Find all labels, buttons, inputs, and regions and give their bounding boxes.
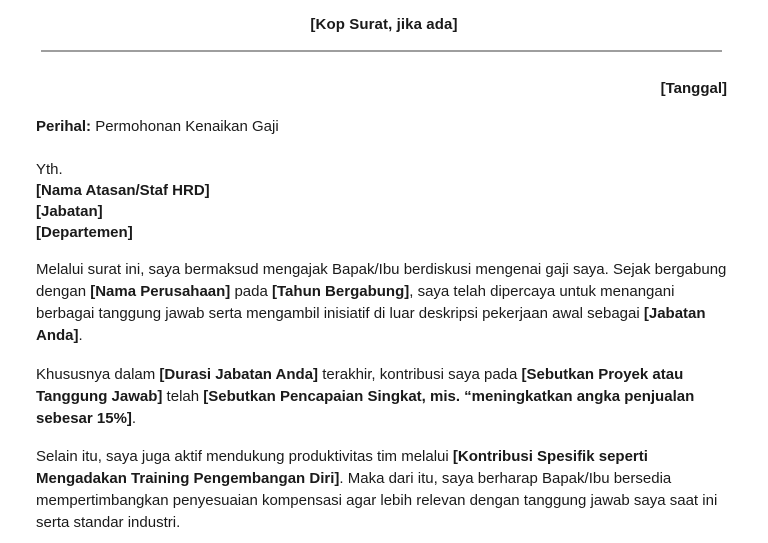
placeholder-specific-contribution: [Kontribusi Spesifik seperti Mengadakan Training Pengembangan Diri]	[36, 448, 648, 487]
text: pada	[230, 283, 273, 300]
text: .	[131, 410, 137, 427]
recipient-name: [Nama Atasan/Staf HRD]	[36, 182, 210, 199]
subject-value: Permohonan Kenaikan Gaji	[91, 118, 279, 135]
text: Selain itu, saya juga aktif mendukung produktivitas tim melalui	[36, 448, 453, 465]
subject-label: Perihal:	[36, 118, 92, 135]
text: Melalui surat ini, saya bermaksud mengajak Bapak/Ibu berdiskusi mengenai gaji saya. Sejak bergabung dengan	[36, 261, 727, 300]
text: .	[78, 327, 83, 344]
header-divider	[41, 50, 722, 52]
salutation: Yth.	[36, 161, 63, 178]
recipient-department: [Departemen]	[36, 224, 133, 241]
subject-line	[36, 118, 279, 135]
placeholder-job-title: [Jabatan Anda]	[36, 305, 706, 344]
placeholder-join-year: [Tahun Bergabung]	[272, 283, 410, 300]
letterhead: [Kop Surat, jika ada]	[310, 16, 458, 33]
body-paragraph-contributions	[36, 364, 736, 430]
text: , saya telah dipercaya untuk menangani berbagai tanggung jawab serta mengambil inisiatif di luar deskripsi pekerjaan awal sebagai	[36, 283, 675, 322]
body-paragraph-intro	[36, 259, 736, 347]
recipient-position: [Jabatan]	[36, 203, 103, 220]
body-paragraph-request	[36, 446, 736, 534]
placeholder-project: [Sebutkan Proyek atau Tanggung Jawab]	[36, 366, 684, 405]
letter-date: [Tanggal]	[660, 80, 727, 97]
placeholder-duration: [Durasi Jabatan Anda]	[159, 366, 319, 383]
recipient-block	[36, 159, 210, 243]
text: terakhir, kontribusi saya pada	[318, 366, 522, 383]
text: . Maka dari itu, saya berharap Bapak/Ibu bersedia mempertimbangkan penyesuaian kompensasi agar lebih relevan dengan tanggung jawab saya saat ini serta standar industri.	[36, 470, 718, 531]
placeholder-achievement: [Sebutkan Pencapaian Singkat, mis. “meningkatkan angka penjualan sebesar 15%]	[36, 388, 695, 427]
text: Khususnya dalam	[36, 366, 160, 383]
text: telah	[162, 388, 204, 405]
placeholder-company-name: [Nama Perusahaan]	[90, 283, 231, 300]
